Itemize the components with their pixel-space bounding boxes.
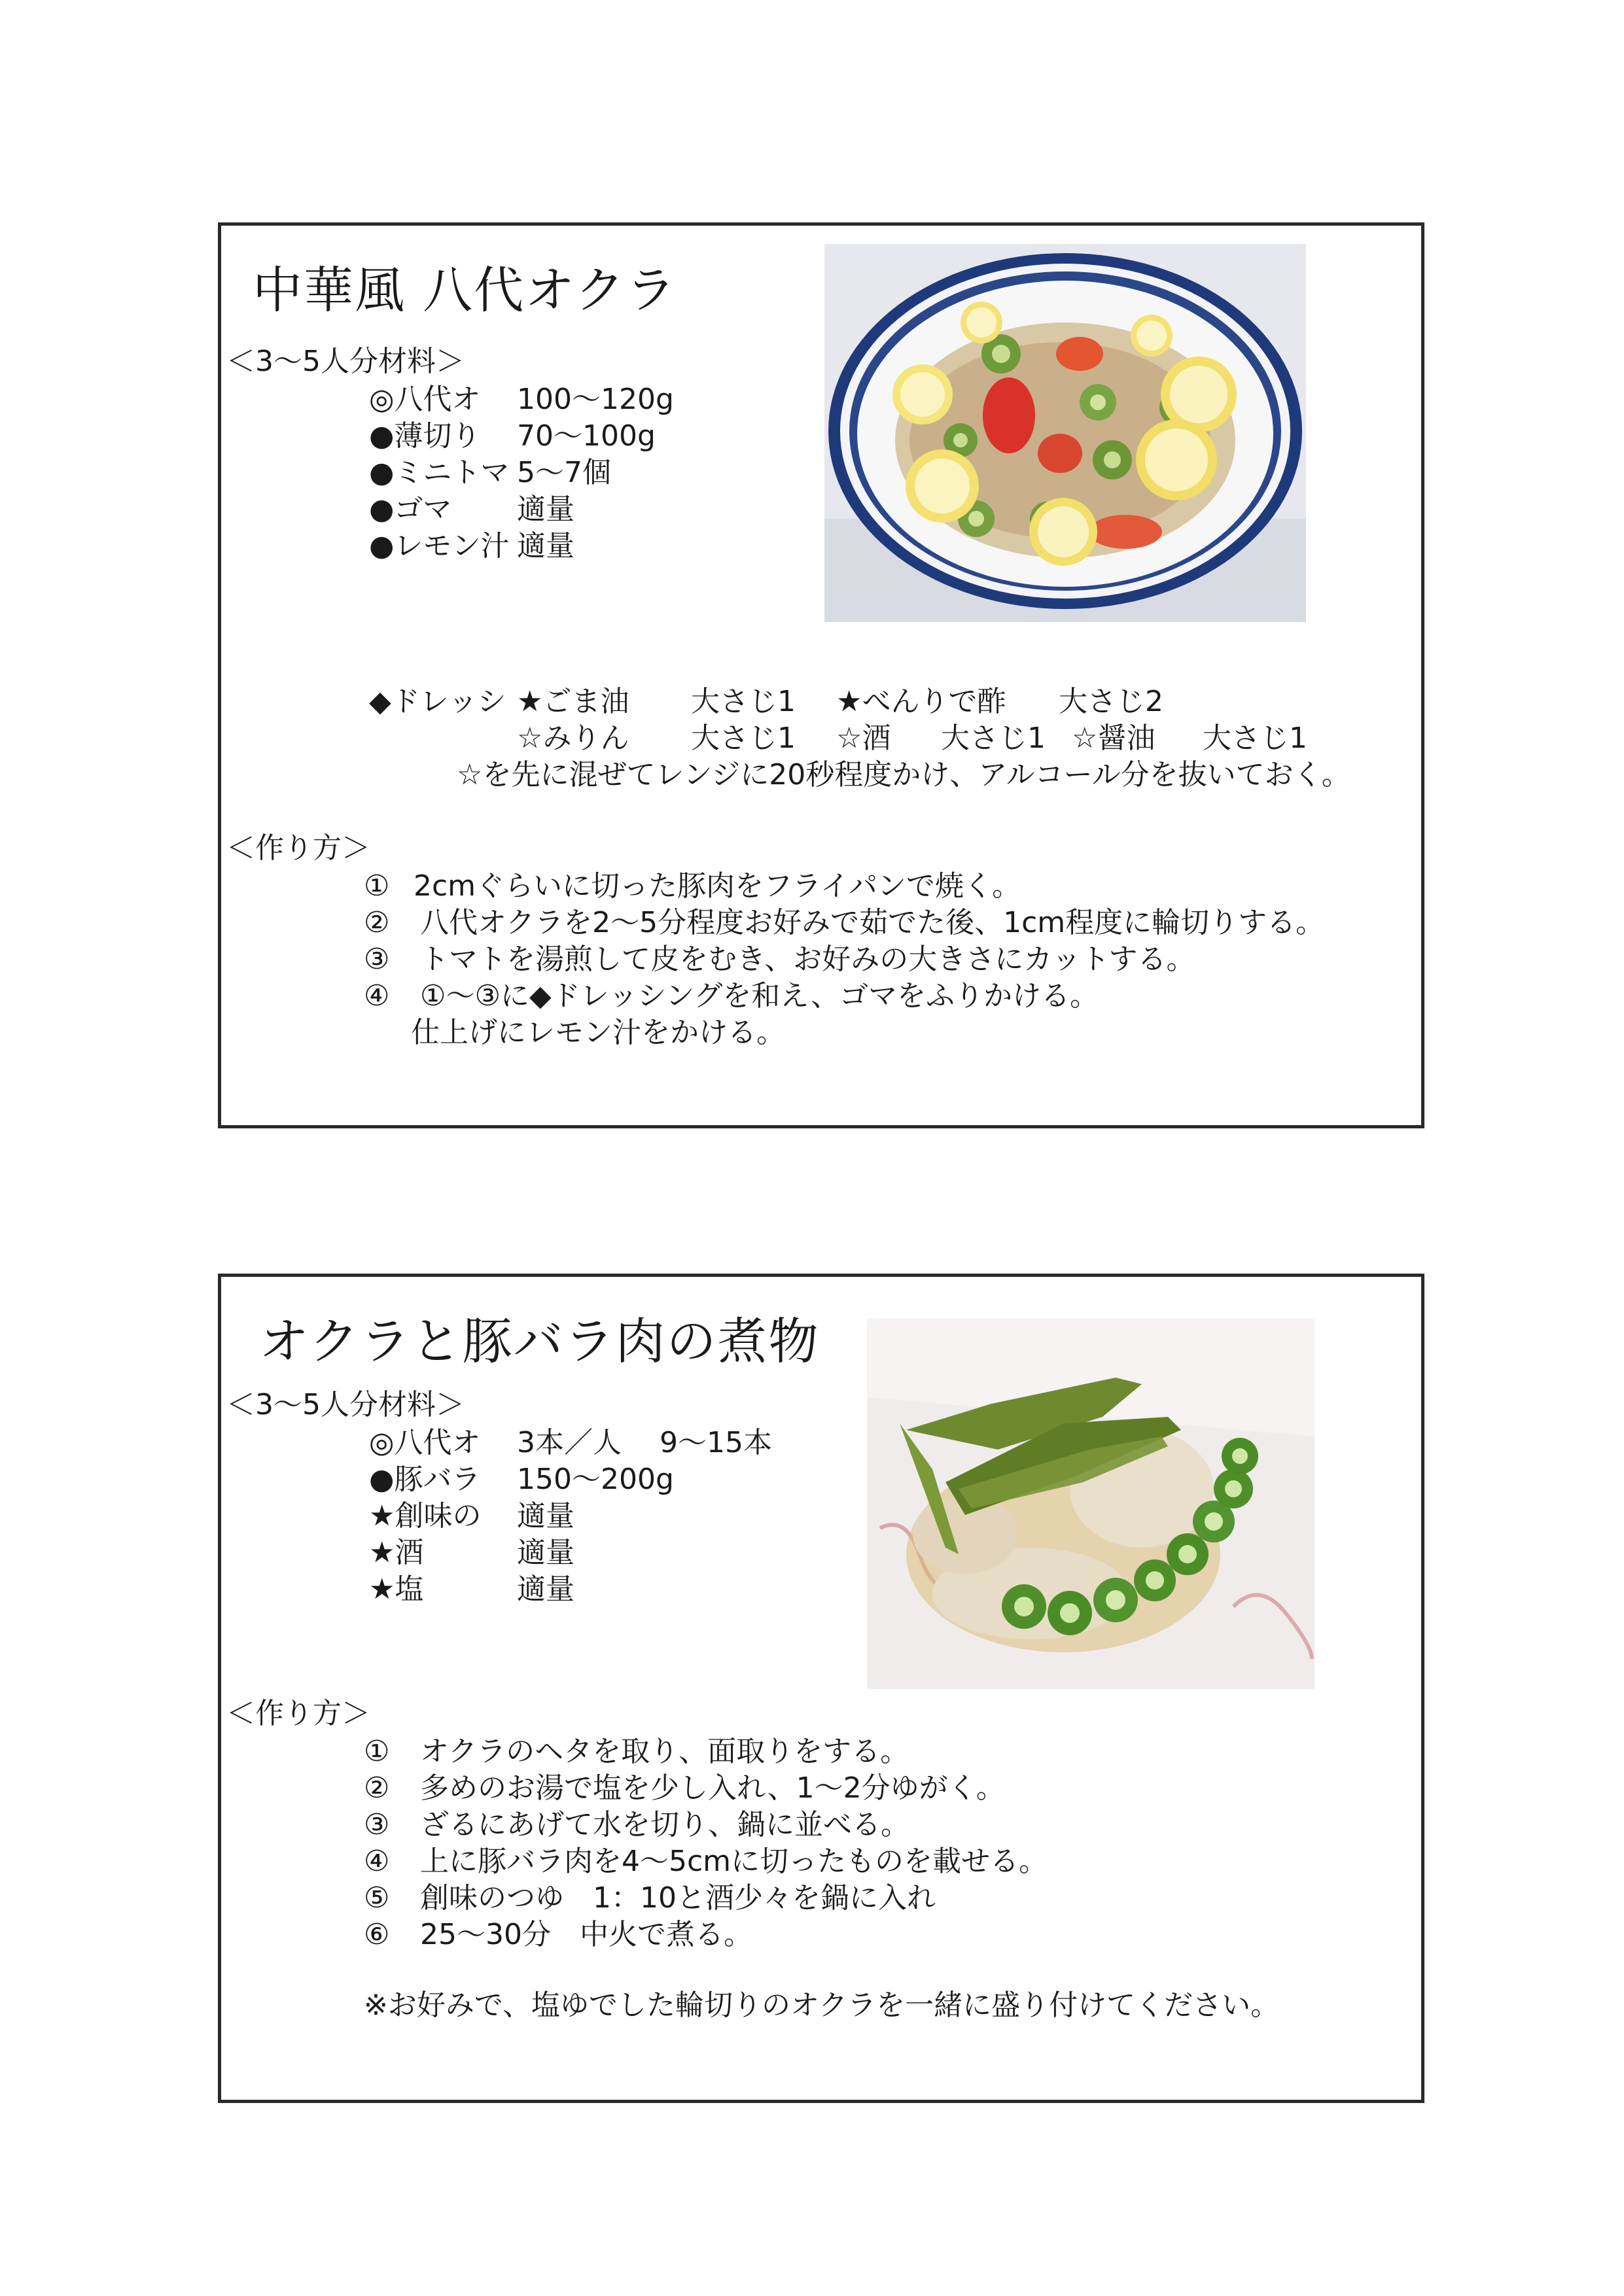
ingredient-amount: 100～120g (517, 383, 674, 416)
step-number: ④ (364, 1845, 390, 1878)
dressing-item-amount: 大さじ1 (941, 722, 1046, 755)
ingredient-name: ●レモン汁 (369, 529, 510, 563)
step-continuation: 仕上げにレモン汁をかける。 (411, 1016, 785, 1049)
step-number: ① (364, 1735, 390, 1768)
step-number: ② (364, 906, 390, 939)
dressing-item-amount: 大さじ1 (691, 685, 796, 718)
recipe-card-2 (218, 1274, 1424, 2103)
ingredient-name: ●ゴマ (369, 493, 452, 526)
dressing-note: ☆を先に混ぜてレンジに20秒程度かけ、アルコール分を抜いておく。 (457, 758, 1350, 791)
recipe-card-1 (218, 222, 1424, 1128)
step-number: ① (364, 869, 390, 903)
ingredient-name: ◎八代オ (369, 1426, 481, 1459)
step-text: 25～30分 中火で煮る。 (420, 1918, 752, 1951)
recipe-1-photo (824, 244, 1306, 622)
step-text: 上に豚バラ肉を4～5cmに切ったものを載せる。 (420, 1845, 1048, 1878)
ingredient-amount: 適量 (517, 493, 574, 526)
dressing-item-name: ★ごま油 (517, 685, 629, 718)
step-text: 創味のつゆ 1：10と酒少々を鍋に入れ (420, 1881, 936, 1915)
ingredient-amount: 適量 (517, 1499, 574, 1533)
step-number: ③ (364, 1808, 390, 1841)
recipe-2-note: ※お好みで、塩ゆでした輪切りのオクラを一緒に盛り付けてください。 (364, 1989, 1280, 2022)
ingredient-name: ●ミニトマ (369, 456, 510, 489)
dressing-item-name: ☆みりん (517, 722, 629, 755)
recipe-2-servings: ＜3～5人分材料＞ (226, 1388, 465, 1421)
recipe-2-title: オクラと豚バラ肉の煮物 (259, 1312, 820, 1370)
recipe-1-title: 中華風 八代オクラ (253, 261, 677, 319)
ingredient-amount: 5～7個 (517, 456, 611, 489)
recipe-1-servings: ＜3～5人分材料＞ (226, 345, 465, 378)
step-number: ⑥ (364, 1918, 390, 1951)
dressing-label: ◆ドレッシ (369, 685, 506, 718)
dressing-item-amount: 大さじ1 (691, 722, 796, 755)
step-number: ② (364, 1771, 390, 1805)
ingredient-amount: 適量 (517, 1536, 574, 1569)
ingredient-name: ●薄切り (369, 419, 481, 453)
dressing-item-name: ☆醤油 (1072, 722, 1156, 755)
step-text: 多めのお湯で塩を少し入れ、1～2分ゆがく。 (420, 1771, 1005, 1805)
step-text: ①～③に◆ドレッシングを和え、ゴマをふりかける。 (420, 979, 1099, 1013)
ingredient-amount: 150～200g (517, 1463, 674, 1496)
step-number: ④ (364, 979, 390, 1013)
ingredient-amount: 適量 (517, 1573, 574, 1606)
dressing-item-name: ☆酒 (836, 722, 891, 755)
dressing-item-name: ★べんりで酢 (836, 685, 1006, 718)
dressing-item-amount: 大さじ2 (1059, 685, 1163, 718)
step-number: ⑤ (364, 1881, 390, 1915)
ingredient-amount: 3本／人 9～15本 (517, 1426, 772, 1459)
step-text: トマトを湯煎して皮をむき、お好みの大きさにカットする。 (420, 943, 1195, 976)
dressing-item-amount: 大さじ1 (1203, 722, 1307, 755)
ingredient-name: ★酒 (369, 1536, 424, 1569)
step-text: 2cmぐらいに切った豚肉をフライパンで焼く。 (414, 869, 1021, 903)
step-text: ざるにあげて水を切り、鍋に並べる。 (420, 1808, 909, 1841)
recipe-2-photo (867, 1319, 1315, 1689)
ingredient-name: ◎八代オ (369, 383, 481, 416)
ingredient-amount: 70～100g (517, 419, 656, 453)
ingredient-amount: 適量 (517, 529, 574, 563)
step-number: ③ (364, 943, 390, 976)
step-text: 八代オクラを2～5分程度お好みで茹でた後、1cm程度に輪切りする。 (420, 906, 1325, 939)
step-text: オクラのヘタを取り、面取りをする。 (420, 1735, 909, 1768)
ingredient-name: ●豚バラ (369, 1463, 481, 1496)
method-header: ＜作り方＞ (226, 831, 370, 865)
ingredient-name: ★塩 (369, 1573, 424, 1606)
ingredient-name: ★創味の (369, 1499, 482, 1533)
method-header: ＜作り方＞ (226, 1697, 370, 1730)
